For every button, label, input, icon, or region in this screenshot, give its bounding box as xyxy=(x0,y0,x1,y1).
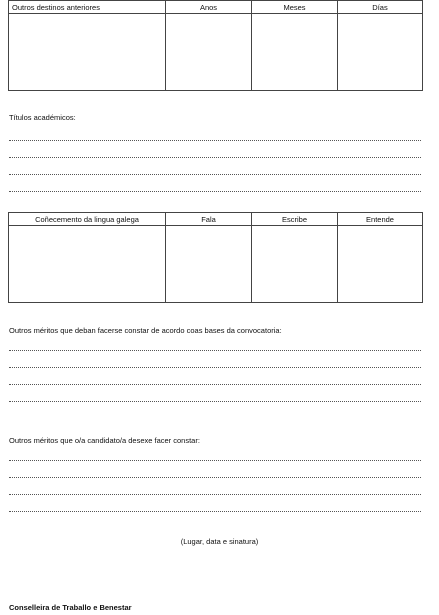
section-label-merits-candidate: Outros méritos que o/a candidato/a desexe facer constar: xyxy=(9,436,200,445)
column-header: Fala xyxy=(166,213,252,226)
column-header: Entende xyxy=(338,213,423,226)
section-label-merits-bases: Outros méritos que deban facerse constar de acordo coas bases da convocatoria: xyxy=(9,326,282,335)
dotted-fill-line[interactable] xyxy=(9,174,421,175)
dotted-fill-line[interactable] xyxy=(9,460,421,461)
table-cell[interactable] xyxy=(338,14,423,91)
galician-language-table xyxy=(8,212,423,303)
dotted-fill-line[interactable] xyxy=(9,511,421,512)
dotted-fill-line[interactable] xyxy=(9,477,421,478)
dotted-fill-line[interactable] xyxy=(9,140,421,141)
signature-instruction: (Lugar, data e sinatura) xyxy=(180,537,259,546)
table-header-row xyxy=(9,213,423,226)
dotted-fill-line[interactable] xyxy=(9,350,421,351)
footer-recipient: Conselleira de Traballo e Benestar xyxy=(9,603,132,612)
dotted-fill-line[interactable] xyxy=(9,384,421,385)
dotted-fill-line[interactable] xyxy=(9,191,421,192)
table-cell[interactable] xyxy=(9,226,166,303)
dotted-fill-line[interactable] xyxy=(9,367,421,368)
column-header: Coñecemento da lingua galega xyxy=(9,213,166,226)
column-header: Anos xyxy=(166,1,252,14)
table-cell[interactable] xyxy=(252,14,338,91)
table-cell[interactable] xyxy=(166,226,252,303)
column-header: Outros destinos anteriores xyxy=(9,1,166,14)
table-cell[interactable] xyxy=(338,226,423,303)
dotted-fill-line[interactable] xyxy=(9,401,421,402)
column-header: Escribe xyxy=(252,213,338,226)
previous-destinations-table xyxy=(8,0,423,91)
section-label-academic-titles: Títulos académicos: xyxy=(9,113,76,122)
column-header: Días xyxy=(338,1,423,14)
dotted-fill-line[interactable] xyxy=(9,494,421,495)
column-header: Meses xyxy=(252,1,338,14)
table-cell[interactable] xyxy=(9,14,166,91)
table-cell[interactable] xyxy=(252,226,338,303)
table-cell[interactable] xyxy=(166,14,252,91)
dotted-fill-line[interactable] xyxy=(9,157,421,158)
table-row xyxy=(9,226,423,303)
table-row xyxy=(9,14,423,91)
table-header-row xyxy=(9,1,423,14)
